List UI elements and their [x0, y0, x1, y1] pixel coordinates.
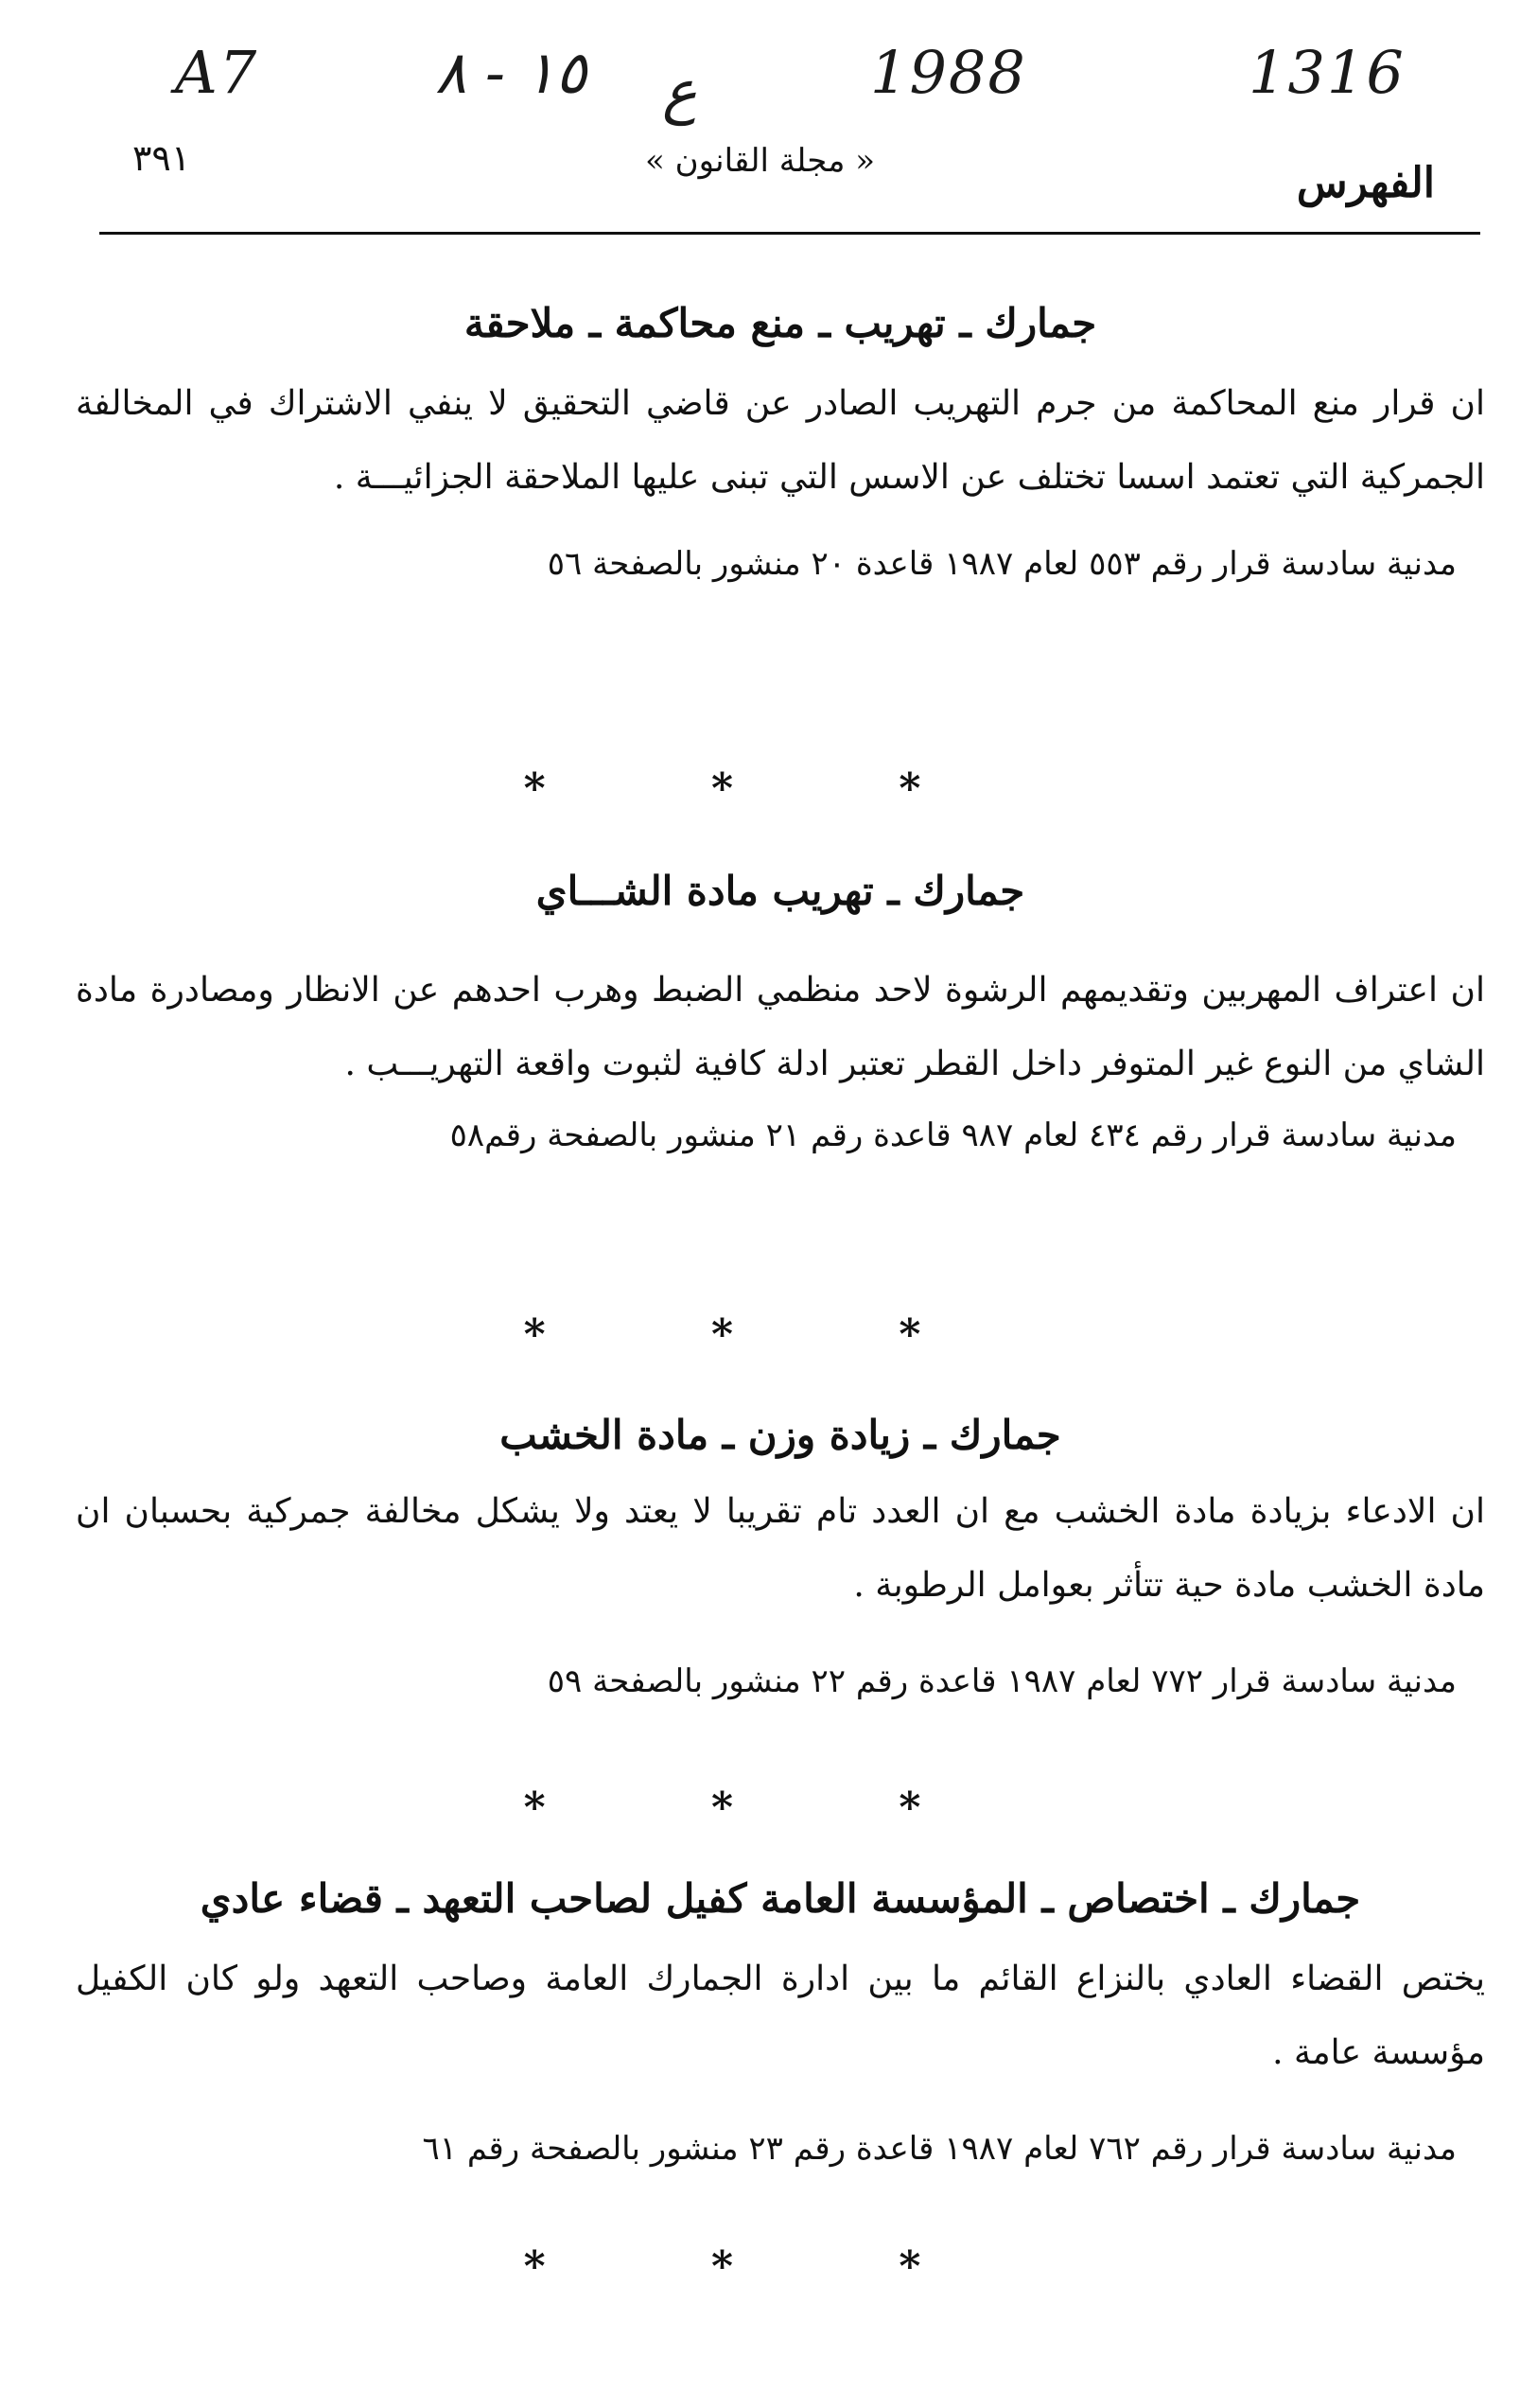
ruling-body: ان قرار منع المحاكمة من جرم التهريب الصادر عن قاضي التحقيق لا ينفي الاشتراك في المخالفة الجمركية التي تعتمد اسسا تختلف عن الاسس التي تبنى عليها الملاحقة الجزائيـــة . — [76, 383, 1485, 497]
ruling-title: جمارك ـ تهريب مادة الشـــاي — [535, 868, 1025, 914]
ruling-section — [76, 298, 1485, 585]
ruling-section — [76, 1873, 1485, 2170]
header-divider — [99, 232, 1480, 235]
ruling-title: جمارك ـ زيادة وزن ـ مادة الخشب — [499, 1412, 1061, 1458]
ruling-body: ان اعتراف المهربين وتقديمهم الرشوة لاحد منظمي الضبط وهرب احدهم عن الانظار ومصادرة مادة الشاي من النوع غير المتوفر داخل القطر تعتبر ادلة كافية لثبوت واقعة التهريـــب . — [76, 970, 1485, 1083]
ruling-section — [76, 866, 1485, 1156]
ruling-body: ان الادعاء بزيادة مادة الخشب مع ان العدد تام تقريبا لا يعتد ولا يشكل مخالفة جمركية بحسبان ان مادة الخشب مادة حية تتأثر بعوامل الرطوبة . — [76, 1491, 1485, 1605]
section-separator: * * * — [523, 1310, 997, 1359]
ruling-section — [76, 1410, 1485, 1702]
handwritten-ref: 1316 — [1249, 38, 1406, 107]
ruling-title: جمارك ـ اختصاص ـ المؤسسة العامة كفيل لصاحب التعهد ـ قضاء عادي — [200, 1875, 1361, 1922]
journal-title: « مجلة القانون » — [644, 142, 876, 180]
ruling-body: يختص القضاء العادي بالنزاع القائم ما بين ادارة الجمارك العامة وصاحب التعهد ولو كان الكفيل مؤسسة عامة . — [76, 1959, 1485, 2072]
ruling-citation: مدنية سادسة قرار رقم ٧٦٢ لعام ١٩٨٧ قاعدة رقم ٢٣ منشور بالصفحة رقم ٦١ — [422, 2129, 1457, 2168]
ruling-title: جمارك ـ تهريب ـ منع محاكمة ـ ملاحقة — [463, 300, 1097, 346]
ruling-citation: مدنية سادسة قرار رقم ٥٥٣ لعام ١٩٨٧ قاعدة ٢٠ منشور بالصفحة ٥٦ — [547, 544, 1457, 583]
ruling-citation: مدنية سادسة قرار رقم ٤٣٤ لعام ٩٨٧ قاعدة رقم ٢١ منشور بالصفحة رقم٥٨ — [449, 1116, 1457, 1154]
handwritten-year: 1988 — [870, 38, 1027, 107]
handwritten-date: ١٥ - ٨ — [435, 38, 587, 107]
handwritten-letter: ع — [662, 57, 697, 126]
section-separator: * * * — [523, 765, 997, 813]
section-separator: * * * — [523, 1784, 997, 1832]
handwritten-code: A7 — [175, 38, 259, 107]
page-number: ٣٩١ — [132, 137, 191, 179]
ruling-citation: مدنية سادسة قرار ٧٧٢ لعام ١٩٨٧ قاعدة رقم ٢٢ منشور بالصفحة ٥٩ — [547, 1661, 1457, 1700]
section-separator: * * * — [523, 2242, 997, 2291]
index-label: الفهرس — [1296, 159, 1435, 207]
